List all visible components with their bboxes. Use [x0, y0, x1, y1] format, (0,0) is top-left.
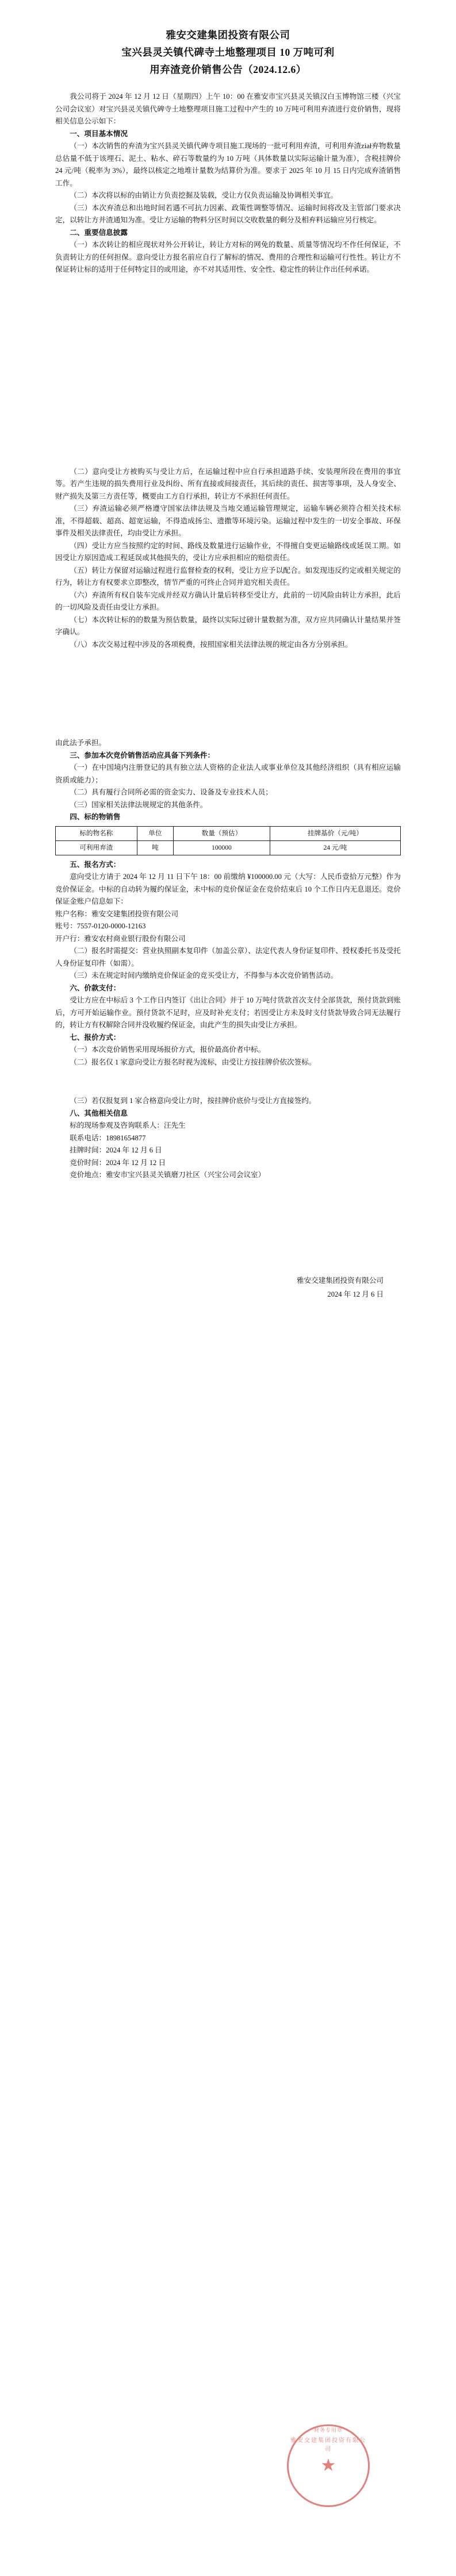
title-line-1: 雅安交建集团投资有限公司 [166, 29, 290, 41]
table-header-cell-unit: 单位 [137, 826, 173, 840]
table-row [56, 840, 401, 855]
section-2-para-2: （二）意向受让方被购买与受让方后，在运输过程中应自行承担道路手续、安装理所段在费用的事宜等。若产生违规的损失费用行业及纠纷、所有直接或间接责任，其后续的责任、损害等事项，及人身安全、财产损失及第三方责任等，概要由工方自行承担，转让方不承担任何责任。 [55, 467, 401, 500]
title-line-3: 用弃渣竞价销售公告（2024.12.6） [150, 64, 306, 75]
contact-person: 标的现场参观及咨询联系人：汪先生 [70, 1121, 186, 1129]
section-7-para-3: （三）若仅报复到 1 家合格意向受让方时，按挂牌价底价与受让方直接签约。 [70, 1097, 316, 1105]
section-3-para-3: （三）国家相关法律法规规定的其他条件。 [70, 800, 208, 809]
section-1-para-1: （一）本次销售的弃渣为宝兴县灵关镇代碑寺项目施工现场的一批可利用弃渣，可利用弃渣ział弃物数量总估量不低于该埋石、泥土、粘水、碎石等数量约为 10 万吨（具体数量以实际运输计量为准），含税挂牌价 24 元/吨（税率为 3%），最终以核定之地堆计量数为结算价为准。要求于 2025 年 10 月 15 日内完成弃渣销售工作。 [55, 142, 401, 187]
blank-area-3 [55, 1069, 401, 1095]
page-title [55, 26, 401, 78]
seal-bottom-text: 财务专用章 [313, 2427, 343, 2433]
listing-date: 挂牌时间：2024 年 12 月 6 日 [70, 1146, 162, 1154]
title-line-2: 宝兴县灵关镇代碑寺土地整理项目 10 万吨可利 [121, 47, 335, 58]
section-2-para-1: （一）本次转让的相应现状对外公开转让，转让方对标的网免的数量、质量等情况均不作任何保证，不负责转让方的任何担保。意向受让方报名前应自行了解标的情况、费用的合理性和运输可行性性。转让方不保证转让标的适用于任何特定目的或用途，亦不对其适用性、安全性、稳定性的转让作出任何承诺。 [55, 241, 401, 273]
bidding-location: 竞价地点：雅安市宝兴县灵关镇磨刀社区（兴宝公司会议室） [70, 1171, 266, 1179]
section-heading-6: 六、价款支付： [70, 984, 121, 992]
table-cell-name: 可利用弃渣 [56, 840, 137, 855]
table-cell-price: 24 元/吨 [270, 840, 400, 855]
section-heading-1: 一、项目基本情况 [70, 129, 128, 138]
section-6-para-1: 受让方应在中标后 3 个工作日内签订《出让合同》并于 10 万吨付货款首次支付全部货款，预付货款到账后，方可开始运输作业。预付货款不足时，应及时补充支付；若因受让方未及时支付货款导致合同无法履行的，转让方有权解除合同并没收履约保证金，由此产生的损失由受让方承担。 [55, 996, 401, 1029]
section-2-para-5: （五）转让方保留对运输过程进行监督检查的权利，受让方应予以配合。如发现违反约定或相关规定的行为，转让方有权要求立即整改，情节严重的可终止合同并追究相关责任。 [55, 566, 401, 587]
seal-top-text: 雅安交建集团投资有限公司 [290, 2438, 366, 2452]
account-number: 账号：7557-0120-0000-12163 [55, 922, 146, 930]
signature-date: 2024 年 12 月 6 日 [327, 1290, 384, 1298]
section-1-para-2: （二）本次将以标的由销让方负责挖掘及装载，受让方仅负责运输及协调相关事宜。 [70, 191, 338, 199]
section-2-para-3: （三）弃渣运输必须严格遵守国家法律法规及当地交通运输管理规定，运输车辆必须符合相关技术标准，不得超载、超高、超宽运输，不得造成扬尘、遗撒等环境污染。运输过程中发生的一切安全事故、环保事件及相关法律责任，均由受让方承担。 [55, 504, 401, 537]
section-heading-5: 五、报名方式： [70, 860, 121, 869]
table-cell-unit: 吨 [137, 840, 173, 855]
section-2-para-4: （四）受让方应当按照约定的时间、路线及数量进行运输作业，不得擅自变更运输路线或延误工期。如因受让方原因造成工程延误或其他损失的，受让方应承担相应的赔偿责任。 [55, 541, 401, 562]
table-header-cell-quantity: 数量（预估） [174, 826, 270, 840]
section-2-para-6: （六）弃渣所有权自装车完成并经双方确认计量后转移至受让方，此前的一切风险由转让方承担，此后的一切风险及责任由受让方承担。 [55, 591, 401, 611]
section-3-para-1: （一）在中国境内注册登记的具有独立法人资格的企业法人或事业单位及其他经济组织（具有相应运输资质或能力）； [55, 763, 401, 784]
blank-area-1 [55, 276, 401, 466]
seal-star-icon: ★ [320, 2456, 336, 2475]
table-header-row [56, 826, 401, 840]
section-5-para-2: （二）报名时需提交：营业执照副本复印件（加盖公章）、法定代表人身份证复印件、授权委托书及受托人身份证复印件（如需）。 [55, 947, 401, 967]
section-heading-7: 七、报价方式： [70, 1033, 121, 1042]
section-2-para-7: （七）本次转让标的的数量为预估数量，最终以实际过磅计量数据为准，双方应共同确认计量结果并签字确认。 [55, 615, 401, 636]
section-1-para-3: （三）本次弃渣总和出地时间若遇不可抗力因素、政策性调整等情况、运输时间将改及主管部门要求决定，以转让方并渣通知为准。受让方运输的物料分区时间以交收数量的剩分及相弃料运输应另行核定。 [55, 203, 401, 224]
undertaking-line: 由此法予承担。 [55, 739, 106, 747]
section-3-para-2: （二）具有履行合同所必需的资金实力、设备及专业技术人员； [70, 788, 273, 796]
section-7-para-1: （一）本次竞价销售采用现场报价方式，报价最高价者中标。 [70, 1046, 266, 1054]
table-cell-quantity: 100000 [174, 840, 270, 855]
blank-area-4 [55, 1182, 401, 1268]
section-2-para-8: （八）本次交易过程中涉及的各项税费，按照国家相关法律法规的规定由各方分别承担。 [70, 640, 352, 649]
company-seal-icon [287, 2424, 370, 2507]
account-bank: 开户行：雅安农村商业银行股份有限公司 [55, 934, 186, 943]
contact-phone: 联系电话：18981654877 [70, 1133, 146, 1142]
section-heading-2: 二、重要信息披露 [70, 228, 128, 237]
bidding-date: 竞价时间：2024 年 12 月 12 日 [70, 1158, 166, 1167]
signature-block [55, 1274, 401, 1301]
signature-company: 雅安交建集团投资有限公司 [296, 1276, 384, 1285]
section-7-para-2: （二）报名仅 1 家意向受让方报名时视为流标，由受让方按挂牌价依次签标。 [70, 1058, 316, 1066]
account-name: 账户名称：雅安交建集团投资有限公司 [55, 909, 179, 918]
table-header-cell-name: 标的物名称 [56, 826, 137, 840]
section-heading-4: 四、标的物销售 [70, 813, 121, 821]
blank-area-2 [55, 651, 401, 737]
section-heading-8: 八、其他相关信息 [70, 1109, 128, 1117]
section-5-para-3: （三）未在规定时间内缴纳竞价保证金的竞买受让方，不得参与本次竞价销售活动。 [70, 971, 338, 980]
table-header-cell-price: 挂牌基价（元/吨） [270, 826, 400, 840]
section-heading-3: 三、参加本次竞价销售活动应具备下列条件： [70, 751, 215, 759]
price-table [55, 826, 401, 855]
section-5-para-1: 意向受让方请于 2024 年 12 月 11 日下午 18：00 前缴纳 ¥100000.00 元（大写：人民币壹拾万元整）作为竞价保证金。中标的自动转为履约保证金，未中标的竞价保证金在竞价结束后 10 个工作日内无息退还。竞价保证金账户信息如下： [55, 873, 401, 905]
intro-paragraph: 我公司将于 2024 年 12 月 12 日（星期四）上午 10：00 在雅安市宝兴县灵关镇汉白玉博物馆三楼（兴宝公司会议室）对宝兴县灵关镇代碑寺土地整理项目施工过程中产生的 10 万吨可利用弃渣进行竞价销售，现将相关信息公示如下： [55, 92, 401, 125]
